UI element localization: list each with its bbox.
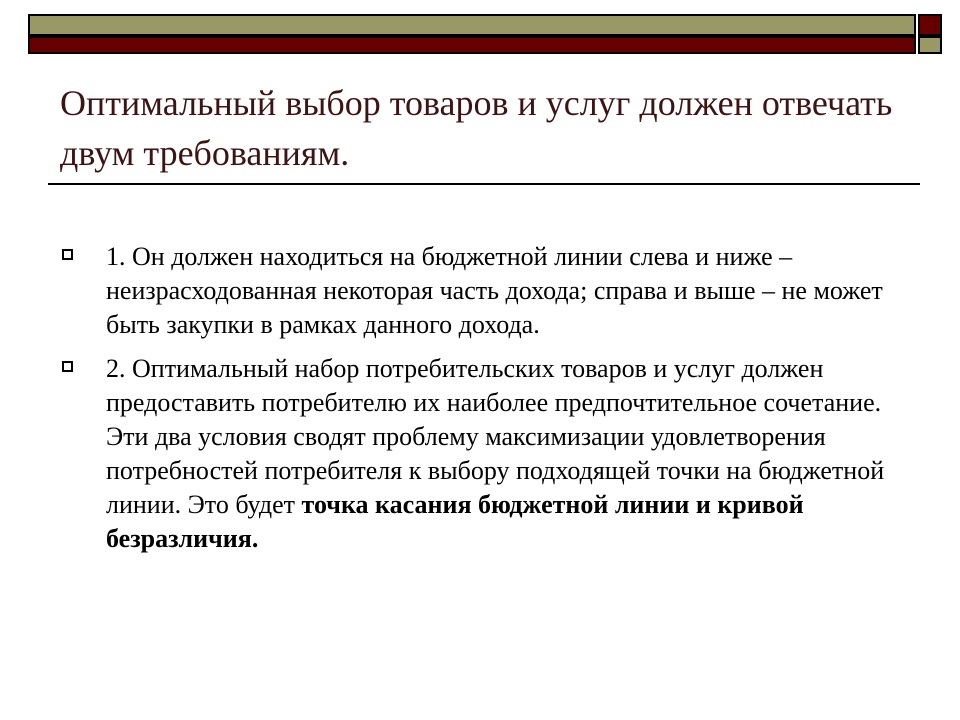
bullet-item-1 [62,240,912,342]
bullet-text-2-emphasis: точка касания бюджетной линии и кривой безразличия. [106,490,804,553]
header-bar-olive [28,14,916,36]
header-square-maroon [918,14,942,36]
header-square-olive [918,36,942,54]
bullet-item-2 [62,352,912,556]
title-divider [48,183,920,185]
bullet-list [62,240,912,566]
bullet-text-1: 1. Он должен находиться на бюджетной линии слева и ниже – неизрасходованная некоторая часть дохода; справа и выше – не может быть закупки в рамках данного дохода. [106,242,883,339]
hollow-square-icon [62,249,73,260]
hollow-square-icon [62,361,73,372]
header-decoration [0,0,960,60]
header-bar-maroon [28,36,916,54]
bullet-text-2: 2. Оптимальный набор потребительских товаров и услуг должен предоставить потребителю их наиболее предпочтительное сочетание. Эти два условия сводят проблему максимизации удовлетворения потребностей потребителя к выбору подходящей точки на бюджетной линии. Это будет [106,354,885,519]
slide-title: Оптимальный выбор товаров и услуг должен отвечать двум требованиям. [60,83,893,173]
